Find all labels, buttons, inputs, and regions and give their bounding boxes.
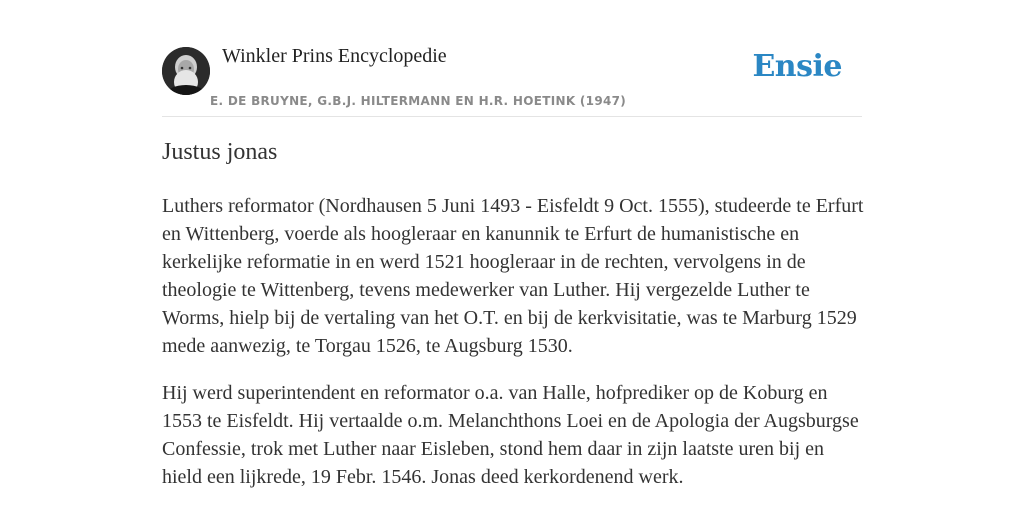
article-paragraph: Luthers reformator (Nordhausen 5 Juni 1493 - Eisfeldt 9 Oct. 1555), studeerde te Erfurt en Wittenberg, voerde als hoogleraar en kanunnik te Erfurt de humanistische en kerkelijke reformatie in en werd 1521 hoogleraar in de rechten, vervolgens in de theologie te Wittenberg, tevens medewerker van Luther. Hij vergezelde Luther te Worms, hielp bij de vertaling van het O.T. en bij de kerkvisitatie, was te Marburg 1529 mede aanwezig, te Torgau 1526, te Augsburg 1530. (162, 195, 864, 357)
article-body (162, 192, 864, 510)
entry-title: Justus jonas (162, 139, 278, 165)
article-paragraph: Hij werd superintendent en reformator o.a. van Halle, hofprediker op de Koburg en 1553 te Eisfeldt. Hij vertaalde o.m. Melanchthons Loei en de Apologia der Augsburgse Confessie, trok met Luther naar Eisleben, stond hem daar in zijn laatste uren bij en hield een lijkrede, 19 Febr. 1546. Jonas deed kerkordenend werk. (162, 382, 859, 488)
portrait-icon (162, 47, 210, 95)
source-authors: E. DE BRUYNE, G.B.J. HILTERMANN EN H.R. HOETINK (1947) (210, 94, 627, 108)
source-title[interactable]: Winkler Prins Encyclopedie (222, 45, 447, 67)
brand-logo-link[interactable]: Ensie (752, 49, 842, 84)
source-header (162, 40, 862, 117)
